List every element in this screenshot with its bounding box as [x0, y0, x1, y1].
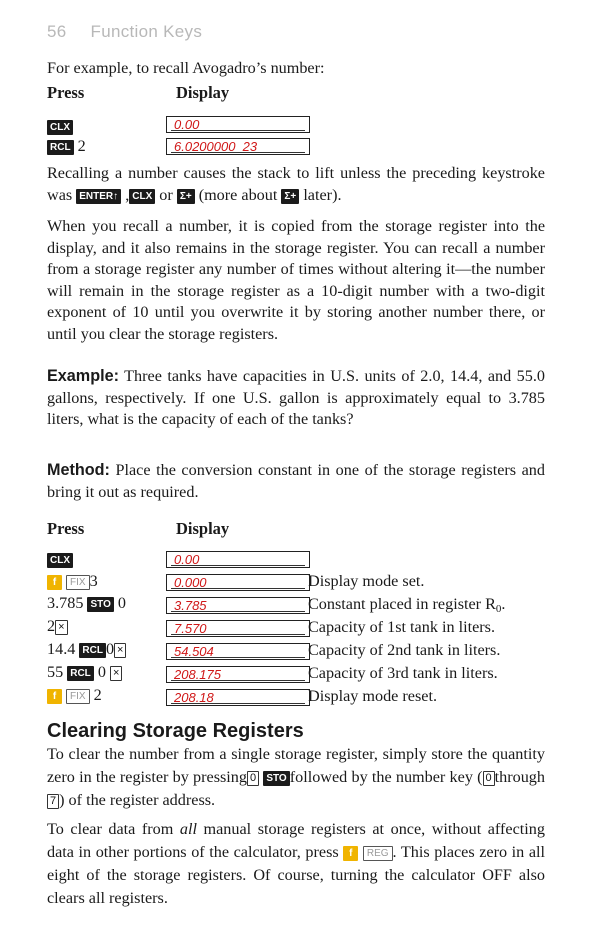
- section-heading: Clearing Storage Registers: [47, 720, 304, 742]
- table2-row-4-display: [166, 620, 310, 637]
- table2-row-2-display: [166, 574, 310, 591]
- note-text: Constant placed in register R: [308, 595, 496, 613]
- clx-key: CLX: [47, 553, 73, 568]
- display-value: 3.785: [174, 598, 207, 613]
- f-key: f: [343, 846, 358, 861]
- number-entry: 3.785: [47, 594, 84, 612]
- display-value: 208.175: [174, 667, 221, 682]
- table2-note-7: Display mode reset.: [308, 687, 438, 705]
- sto-key: STO: [263, 771, 289, 786]
- table2-row-3-display: [166, 597, 310, 614]
- number-entry: 55: [47, 663, 64, 681]
- clear-paragraph-2: [47, 818, 545, 910]
- table2-row-1-keys: [47, 550, 73, 569]
- note-end: .: [501, 595, 506, 613]
- table2-row-7-display: [166, 689, 310, 706]
- method-text: Place the conversion constant in one of the storage registers and bring it out as required.: [47, 461, 545, 501]
- sto-key: STO: [87, 597, 113, 612]
- rcl-key: RCL: [67, 666, 94, 681]
- clear2-before: To clear data from: [47, 820, 180, 838]
- clear2-after: . This places zero in all eight of the storage registers. Of course, turning the calculator OFF also clears all registers.: [47, 843, 546, 907]
- table1-row-2-display: [166, 138, 310, 155]
- table2-row-3-keys: [47, 594, 126, 613]
- table2-row-7-keys: [47, 686, 102, 705]
- display-value: 208.18: [174, 690, 214, 705]
- clx-key: CLX: [129, 189, 155, 204]
- rcl-key: RCL: [47, 140, 74, 155]
- or-text: or: [155, 185, 177, 204]
- recall-after: later).: [299, 185, 342, 204]
- table2-note-6: Capacity of 3rd tank in liters.: [308, 664, 498, 682]
- display-value: 0.00: [174, 552, 200, 567]
- sigma-plus-key: Σ+: [177, 189, 195, 204]
- digit: 0: [97, 663, 106, 681]
- example-text: Three tanks have capacities in U.S. units of 2.0, 14.4, and 55.0 gallons, respectively. If one U.S. gallon is approximately equal to 3.785 liters, what is the capacity of each of the tanks?: [47, 367, 545, 428]
- times-key: ×: [55, 620, 67, 635]
- press-header-1: Press: [47, 83, 85, 102]
- display-value: 54.504: [174, 644, 214, 659]
- table1-row-1-display: [166, 116, 310, 133]
- table2-row-6-keys: [47, 663, 122, 682]
- recall-text: Recalling a number causes the stack to lift unless the preceding keystroke was: [47, 164, 545, 204]
- table2-note-2: Display mode set.: [308, 572, 425, 590]
- table2-row-1-display: [166, 551, 310, 568]
- fix-key: FIX: [66, 575, 90, 590]
- intro-text: For example, to recall Avogadro’s number:: [47, 59, 325, 77]
- f-key: f: [47, 575, 62, 590]
- digit: 3: [89, 572, 98, 590]
- seven-key: 7: [47, 794, 59, 809]
- method-label: Method:: [47, 461, 110, 479]
- clear2-middle: manual storage registers at once, without affecting data in other portions of the calculator, press: [47, 820, 545, 861]
- display-header-2: Display: [176, 519, 230, 538]
- table1-row-2-keys: [47, 137, 86, 156]
- method-paragraph: [47, 460, 545, 503]
- table2-row-5-keys: [47, 640, 126, 659]
- copy-paragraph: When you recall a number, it is copied from the storage register into the display, and it also remains in the storage register. You can recall a number from a storage register any number of times without altering it—the number will remain in the storage register as a 10-digit number with a two-digit exponent of 10 until you overwrite it by storing another number there, or until you clear the storage registers.: [47, 217, 545, 343]
- display-value: 0.00: [174, 117, 200, 132]
- digit: 2: [93, 686, 102, 704]
- clear-after: ) of the register address.: [59, 791, 216, 809]
- times-key: ×: [114, 643, 126, 658]
- digit: 0: [117, 594, 126, 612]
- through-text: through: [494, 768, 545, 786]
- recall-middle: (more about: [194, 185, 282, 204]
- example-label: Example:: [47, 367, 119, 385]
- sigma-plus-key: Σ+: [281, 189, 299, 204]
- register-digit: 2: [77, 137, 86, 155]
- example-paragraph: [47, 366, 545, 431]
- page-number: 56: [47, 22, 67, 41]
- table2-row-5-display: [166, 643, 310, 660]
- recall-paragraph: [47, 163, 545, 206]
- zero-key: 0: [483, 771, 495, 786]
- page-header: [47, 22, 202, 42]
- table2-note-4: Capacity of 1st tank in liters.: [308, 618, 496, 636]
- clear-paragraph-1: [47, 743, 545, 812]
- rcl-key: RCL: [79, 643, 106, 658]
- zero-key: 0: [247, 771, 259, 786]
- clx-key: CLX: [47, 120, 73, 135]
- reg-key: REG: [363, 846, 393, 861]
- clear-text: To clear the number from a single storage register, simply store the quantity zero in the register by pressing: [47, 745, 545, 786]
- table2-note-5: Capacity of 2nd tank in liters.: [308, 641, 501, 659]
- press-header-2: Press: [47, 519, 85, 538]
- comma: ,: [121, 185, 130, 204]
- chapter-title: Function Keys: [90, 22, 203, 41]
- table2-row-4-keys: [47, 617, 68, 636]
- display-value: 7.570: [174, 621, 207, 636]
- number-entry: 14.4: [47, 640, 76, 658]
- times-key: ×: [110, 666, 122, 681]
- digit: 0: [105, 640, 115, 658]
- enter-key: ENTER↑: [76, 189, 121, 204]
- table1-row-1-keys: [47, 117, 73, 136]
- all-emphasis: all: [179, 820, 197, 838]
- display-header-1: Display: [176, 83, 230, 102]
- number-entry: 2: [47, 617, 56, 635]
- clear-middle: followed by the number key (: [289, 768, 483, 786]
- table2-row-6-display: [166, 666, 310, 683]
- table2-row-2-keys: [47, 572, 98, 591]
- fix-key: FIX: [66, 689, 90, 704]
- table2-note-3: [308, 595, 505, 615]
- note-subscript: 0: [495, 603, 502, 615]
- display-value: 6.0200000 23: [174, 139, 258, 154]
- display-value: 0.000: [174, 575, 207, 590]
- f-key: f: [47, 689, 62, 704]
